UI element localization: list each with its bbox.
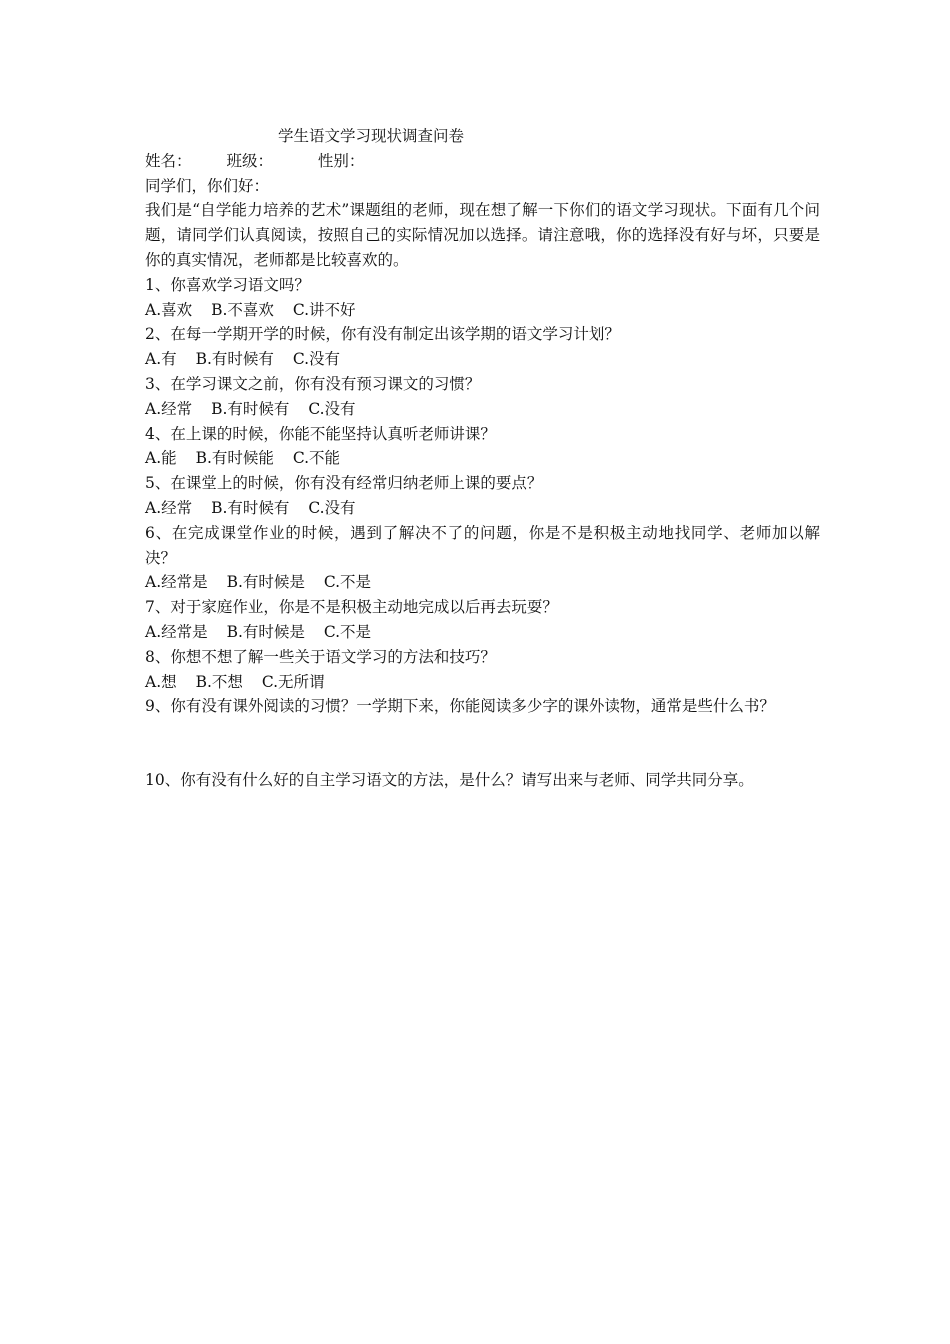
name-label: 姓名： [145, 151, 192, 170]
answer-space [145, 719, 820, 768]
question-2: 2、在每一学期开学的时候，你有没有制定出该学期的语文学习计划？ [145, 325, 620, 344]
survey-title: 学生语文学习现状调查问卷 [278, 127, 465, 145]
question-2-options [145, 347, 820, 372]
question-1: 1、你喜欢学习语文吗？ [145, 275, 310, 294]
option-c: C.无所谓 [261, 672, 325, 691]
option-b: B.有时候有 [195, 350, 274, 369]
option-b: B.有时候能 [195, 449, 274, 468]
survey-content [145, 124, 820, 793]
question-10: 10、你有没有什么好的自主学习语文的方法，是什么？请写出来与老师、同学共同分享。 [145, 771, 754, 790]
option-b: B.不想 [195, 672, 243, 691]
option-b: B.不喜欢 [211, 300, 274, 319]
option-a: A.喜欢 [145, 300, 193, 319]
option-a: A.想 [145, 672, 177, 691]
intro-paragraph: 我们是“自学能力培养的艺术”课题组的老师，现在想了解一下你们的语文学习现状。下面有几个问题，请同学们认真阅读，按照自己的实际情况加以选择。请注意哦，你的选择没有好与坏，只要是你的真实情况，老师都是比较喜欢的。 [145, 201, 820, 269]
option-c: C.没有 [292, 350, 341, 369]
student-info-row [145, 149, 820, 174]
question-8: 8、你想不想了解一些关于语文学习的方法和技巧？ [145, 647, 496, 666]
question-4: 4、在上课的时候，你能不能坚持认真听老师讲课？ [145, 424, 496, 443]
option-b: B.有时候是 [226, 622, 305, 641]
option-a: A.有 [145, 350, 177, 369]
option-a: A.能 [145, 449, 177, 468]
question-1-options [145, 298, 820, 323]
option-a: A.经常是 [145, 573, 208, 592]
option-c: C.没有 [308, 498, 356, 517]
question-4-options [145, 446, 820, 471]
question-5: 5、在课堂上的时候，你有没有经常归纳老师上课的要点？ [145, 474, 543, 493]
option-a: A.经常 [145, 399, 193, 418]
question-6-options [145, 570, 820, 595]
option-c: C.不是 [323, 622, 372, 641]
option-b: B.有时候有 [211, 498, 290, 517]
question-3-options [145, 397, 820, 422]
option-b: B.有时候有 [211, 399, 290, 418]
question-7: 7、对于家庭作业，你是不是积极主动地完成以后再去玩耍？ [145, 598, 558, 617]
option-a: A.经常是 [145, 622, 208, 641]
question-9: 9、你有没有课外阅读的习惯？一学期下来，你能阅读多少字的课外读物，通常是些什么书？ [145, 697, 775, 716]
question-5-options [145, 496, 820, 521]
class-label: 班级： [226, 151, 273, 170]
question-6: 6、在完成课堂作业的时候，遇到了解决不了的问题，你是不是积极主动地找同学、老师加以解决？ [145, 523, 820, 567]
question-8-options [145, 670, 820, 695]
option-c: C.没有 [308, 399, 356, 418]
option-b: B.有时候是 [226, 573, 305, 592]
option-c: C.讲不好 [292, 300, 356, 319]
question-3: 3、在学习课文之前，你有没有预习课文的习惯？ [145, 374, 481, 393]
question-7-options [145, 620, 820, 645]
greeting: 同学们，你们好： [145, 176, 270, 195]
option-c: C.不能 [292, 449, 341, 468]
option-a: A.经常 [145, 498, 193, 517]
gender-label: 性别： [317, 151, 365, 170]
option-c: C.不是 [323, 573, 372, 592]
